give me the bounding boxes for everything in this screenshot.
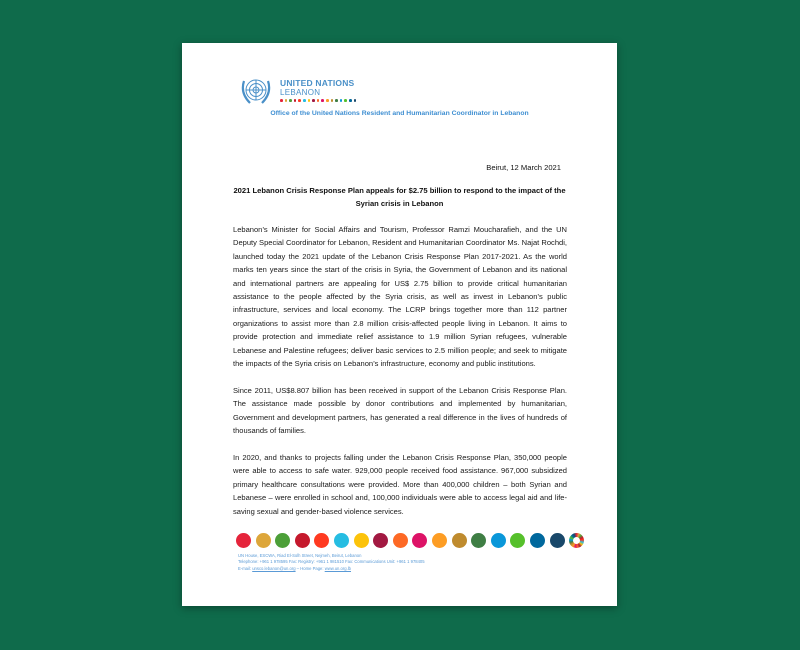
home-label: – Home Page: [295,565,324,571]
sdg-mini-dot [308,99,311,102]
footer-address: UN House, ESCWA, Riad El-Solh Street, Nejmeh, Beirut, Lebanon [238,553,362,558]
document-body [233,223,567,531]
sdg-mini-dot [303,99,306,102]
org-subtitle: LEBANON [280,88,321,97]
sdg-wheel-icon [569,533,584,548]
sdg-dot [412,533,427,548]
sdg-dot [432,533,447,548]
sdg-dot [275,533,290,548]
un-emblem-logo [238,73,274,109]
document-date: Beirut, 12 March 2021 [486,163,561,172]
sdg-color-dots [236,533,584,548]
email-link[interactable]: unsco.lebanon@un.org [252,565,296,571]
paragraph: Since 2011, US$8.807 billion has been received in support of the Lebanon Crisis Response Plan. The assistance made possible by donor contributions and implemented by humanitarian, Government and development partners, has generated a real difference in the lives of hundreds of thousands of families. [233,385,567,436]
sdg-dot [256,533,271,548]
document-page [182,43,617,606]
press-release-title: 2021 Lebanon Crisis Response Plan appeals for $2.75 billion to respond to the impact of the Syrian crisis in Lebanon [233,186,566,208]
sdg-dot [510,533,525,548]
sdg-mini-dot [294,99,297,102]
office-name: Office of the United Nations Resident and Humanitarian Coordinator in Lebanon [270,110,529,117]
homepage-link[interactable]: www.un.org.lb [324,565,351,571]
sdg-dot [236,533,251,548]
sdg-dot [393,533,408,548]
sdg-dot [550,533,565,548]
sdg-mini-dot [354,99,357,102]
sdg-mini-dot [344,99,347,102]
email-label: E-mail: [238,565,252,571]
sdg-mini-dots [280,99,356,102]
org-name: UNITED NATIONS [280,78,355,88]
footer-phones: Telephone: +961 1 978595 Fax: Registry: +961 1 981510 Fax: Communications Unit: +961 1 978405 [238,559,425,565]
sdg-dot [452,533,467,548]
sdg-mini-dot [298,99,301,102]
sdg-dot [354,533,369,548]
paragraph: In 2020, and thanks to projects falling under the Lebanon Crisis Response Plan, 350,000 people were able to access to safe water. 929,000 people received food assistance. 967,000 subsidized primary healthcare consultations were provided. More than 400,000 children – both Syrian and Lebanese – were enrolled in school and, 100,000 individuals were able to access legal aid and life-saving sexual and gender-based violence services. [233,452,567,516]
sdg-mini-dot [340,99,343,102]
sdg-dot [471,533,486,548]
paragraph: Lebanon’s Minister for Social Affairs and Tourism, Professor Ramzi Moucharafieh, and the UN Deputy Special Coordinator for Lebanon, Resident and Humanitarian Coordinator Ms. Najat Rochdi, launched today the 2021 update of the Lebanon Crisis Response Plan 2017-2021. As the world marks ten years since the start of the crisis in Syria, the Government of Lebanon and its national and international partners are appealing for US$ 2.75 billion to provide critical humanitarian assistance to the people affected by the Syria crisis, as well as invest in Lebanon’s public infrastructure, services and local economy. The LCRP brings together more than 112 partner organizations to assist more than 2.8 million crisis-affected people living in Lebanon. It aims to provide protection and immediate relief assistance to 1.9 million Syrian refugees, vulnerable Lebanese and Palestine refugees; deliver basic services to 2.5 million people; and seek to mitigate the impacts of the Syria crisis on Lebanon’s infrastructure, economy and public institutions. [233,225,567,369]
sdg-mini-dot [280,99,283,102]
sdg-mini-dot [312,99,315,102]
sdg-dot [295,533,310,548]
sdg-dot [314,533,329,548]
sdg-dot [334,533,349,548]
sdg-mini-dot [326,99,329,102]
sdg-dot [491,533,506,548]
sdg-mini-dot [349,99,352,102]
sdg-mini-dot [321,99,324,102]
sdg-mini-dot [331,99,334,102]
sdg-mini-dot [289,99,292,102]
sdg-dot [373,533,388,548]
sdg-mini-dot [317,99,320,102]
sdg-mini-dot [335,99,338,102]
sdg-dot [530,533,545,548]
sdg-mini-dot [285,99,288,102]
footer-contact [238,553,425,572]
